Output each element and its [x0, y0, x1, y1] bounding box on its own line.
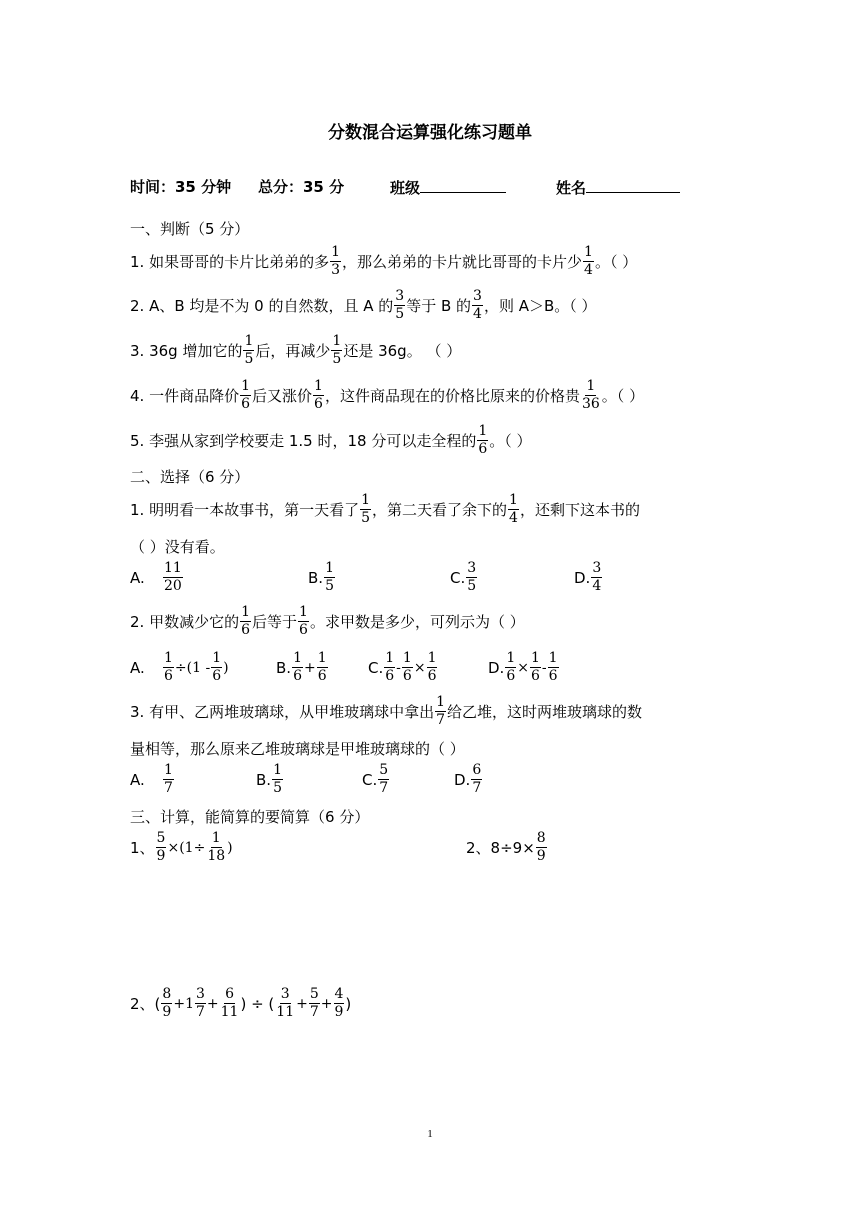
denominator: 6 [241, 622, 251, 638]
operator: × [517, 659, 529, 676]
s2-question-1 [130, 492, 640, 527]
class-label: 班级 [390, 179, 421, 197]
numerator: 1 [478, 423, 488, 439]
s2-q3-option-d[interactable] [454, 762, 483, 797]
section3-heading: 三、计算，能简算的要简算（6 分） [130, 808, 370, 826]
s2-q2-option-d[interactable] [488, 650, 560, 685]
fraction [330, 244, 341, 279]
operator: ) ÷ ( [240, 994, 275, 1013]
numerator: 1 [212, 650, 222, 666]
fraction [163, 762, 174, 797]
problem-label: 1、 [130, 839, 155, 857]
s2-q1-option-b[interactable] [308, 560, 336, 595]
numerator: 5 [156, 830, 166, 846]
answer-bracket: 。求甲数是多少，可列示为（ ） [309, 613, 525, 631]
operator: ×(1÷ [167, 839, 206, 856]
s3-problem-2 [466, 830, 548, 865]
question-text: 后又涨价 [252, 387, 313, 405]
mixed-whole: 1 [185, 995, 194, 1012]
answer-bracket: 还是 36g。 （ ） [343, 342, 462, 360]
question-text: 给乙堆，这时两堆玻璃球的数 [447, 703, 643, 721]
denominator: 6 [548, 668, 558, 684]
denominator: 5 [332, 351, 342, 367]
fraction [360, 492, 371, 527]
numerator: 1 [241, 604, 251, 620]
option-letter: D. [488, 658, 505, 677]
fraction [156, 830, 167, 865]
fraction [548, 650, 559, 685]
denominator: 5 [325, 578, 334, 594]
s2-q3-continuation: 量相等，那么原来乙堆玻璃球是甲堆玻璃球的（ ） [130, 740, 465, 758]
denominator: 6 [402, 668, 412, 684]
s2-q2-option-b[interactable] [276, 650, 329, 685]
question-text: 等于 B 的 [406, 297, 472, 315]
name-field[interactable] [556, 176, 680, 198]
class-field[interactable] [390, 176, 506, 198]
numerator: 1 [332, 333, 342, 349]
denominator: 5 [273, 780, 282, 796]
denominator: 18 [207, 848, 226, 864]
option-letter: C. [450, 568, 466, 587]
fraction [466, 560, 477, 595]
denominator: 6 [314, 396, 323, 412]
numerator: 1 [361, 492, 371, 508]
fraction [324, 560, 335, 595]
fraction [581, 378, 601, 413]
s1-question-2 [130, 288, 597, 323]
s2-q2-option-a[interactable] [130, 650, 229, 685]
s1-question-5 [130, 423, 532, 458]
numerator: 3 [467, 560, 477, 576]
fraction [378, 762, 389, 797]
numerator: 6 [472, 762, 482, 778]
answer-bracket: 。（ ） [594, 253, 638, 271]
option-letter: D. [574, 568, 591, 587]
fraction [435, 694, 446, 729]
fraction [427, 650, 438, 685]
option-letter: C. [368, 658, 384, 677]
fraction [536, 830, 547, 865]
numerator: 4 [334, 986, 344, 1002]
operator: + [206, 995, 219, 1012]
s2-question-3 [130, 694, 642, 729]
numerator: 1 [164, 762, 173, 778]
fraction [313, 378, 324, 413]
numerator: 8 [162, 986, 172, 1002]
s2-q1-option-a[interactable] [130, 560, 184, 595]
numerator: 1 [427, 650, 437, 666]
fraction [334, 986, 345, 1021]
class-blank[interactable] [420, 176, 506, 193]
numerator: 1 [164, 650, 173, 666]
denominator: 5 [467, 578, 477, 594]
question-text: ，这件商品现在的价格比原来的价格贵 [324, 387, 580, 405]
numerator: 1 [314, 378, 323, 394]
s1-question-3 [130, 333, 461, 368]
numerator: 1 [241, 378, 251, 394]
operator: + [296, 995, 308, 1012]
problem-label: 2、8÷9× [466, 839, 535, 857]
name-label: 姓名 [556, 179, 587, 197]
fraction [402, 650, 413, 685]
fraction [298, 604, 309, 639]
numerator: 3 [473, 288, 482, 304]
numerator: 6 [225, 986, 235, 1002]
option-letter: B. [308, 568, 324, 587]
denominator: 7 [472, 780, 482, 796]
numerator: 3 [280, 986, 290, 1002]
fraction [275, 986, 295, 1021]
fraction [272, 762, 283, 797]
fraction [505, 650, 516, 685]
denominator: 9 [536, 848, 546, 864]
denominator: 9 [334, 1004, 344, 1020]
fraction [472, 288, 483, 323]
s2-q1-option-c[interactable] [450, 560, 478, 595]
s3-problem-3 [130, 986, 351, 1021]
denominator: 5 [361, 510, 371, 526]
option-letter: A. [130, 770, 145, 789]
numerator: 1 [211, 830, 221, 846]
fraction [161, 986, 172, 1021]
s1-question-1 [130, 244, 637, 279]
operator: (1 - [186, 659, 211, 676]
numerator: 3 [195, 986, 205, 1002]
fraction [206, 830, 226, 865]
denominator: 4 [592, 578, 602, 594]
option-letter: B. [256, 770, 272, 789]
s2-q3-option-c[interactable] [362, 762, 390, 797]
fraction [583, 244, 594, 279]
s2-q1-option-d[interactable] [574, 560, 603, 595]
denominator: 9 [162, 1004, 172, 1020]
denominator: 9 [156, 848, 166, 864]
fraction [530, 650, 541, 685]
answer-bracket: 。（ ） [601, 387, 645, 405]
denominator: 6 [299, 622, 308, 638]
section2-heading: 二、选择（6 分） [130, 468, 250, 486]
s1-question-4 [130, 378, 644, 413]
s2-q3-option-a[interactable] [130, 762, 175, 797]
denominator: 7 [164, 780, 173, 796]
section1-heading: 一、判断（5 分） [130, 220, 250, 238]
question-text: 3. 有甲、乙两堆玻璃球，从甲堆玻璃球中拿出 [130, 703, 435, 721]
denominator: 36 [581, 396, 600, 412]
numerator: 1 [548, 650, 558, 666]
denominator: 4 [473, 306, 482, 322]
s3-problem-1 [130, 830, 233, 865]
score-label: 总分：35 分 [258, 178, 345, 196]
numerator: 1 [436, 694, 446, 710]
time-label: 时间：35 分钟 [130, 178, 232, 196]
fraction [240, 604, 251, 639]
denominator: 6 [427, 668, 437, 684]
denominator: 6 [241, 396, 251, 412]
denominator: 4 [509, 510, 518, 526]
operator: ) [227, 839, 233, 856]
fraction [243, 333, 254, 368]
denominator: 6 [385, 668, 395, 684]
fraction [211, 650, 222, 685]
question-text: 3. 36g 增加它的 [130, 342, 243, 360]
option-letter: A. [130, 658, 145, 677]
problem-label: 2、( [130, 995, 161, 1013]
operator: + [303, 659, 316, 676]
denominator: 6 [293, 668, 302, 684]
question-text: 1. 如果哥哥的卡片比弟弟的多 [130, 253, 330, 271]
s2-q1-continuation: （ ）没有看。 [130, 538, 225, 556]
denominator: 6 [317, 668, 327, 684]
numerator: 1 [509, 492, 518, 508]
denominator: 3 [331, 262, 341, 278]
numerator: 5 [379, 762, 389, 778]
option-letter: A. [130, 568, 145, 587]
question-text: ，第二天看了余下的 [372, 501, 508, 519]
denominator: 7 [436, 712, 446, 728]
denominator: 6 [506, 668, 516, 684]
numerator: 1 [584, 244, 593, 260]
numerator: 1 [293, 650, 302, 666]
denominator: 6 [478, 441, 488, 457]
denominator: 11 [276, 1004, 295, 1020]
denominator: 5 [395, 306, 405, 322]
numerator: 1 [244, 333, 254, 349]
s2-question-2 [130, 604, 525, 639]
denominator: 5 [244, 351, 254, 367]
operator: - [541, 659, 547, 676]
question-text: 1. 明明看一本故事书，第一天看了 [130, 501, 360, 519]
numerator: 3 [395, 288, 405, 304]
fraction [508, 492, 519, 527]
operator: ) [223, 659, 229, 676]
operator: ÷ [174, 659, 187, 676]
denominator: 6 [212, 668, 222, 684]
fraction [591, 560, 602, 595]
fraction [394, 288, 405, 323]
numerator: 1 [331, 244, 341, 260]
fraction [331, 333, 342, 368]
fraction [292, 650, 303, 685]
fraction [317, 650, 328, 685]
answer-bracket: ，则 A＞B。（ ） [483, 297, 597, 315]
s2-q3-option-b[interactable] [256, 762, 284, 797]
numerator: 1 [530, 650, 540, 666]
question-text: 后，再减少 [255, 342, 331, 360]
denominator: 7 [379, 780, 389, 796]
question-text: ，那么弟弟的卡片就比哥哥的卡片少 [342, 253, 583, 271]
operator: ) [345, 994, 352, 1013]
fraction [163, 650, 174, 685]
fraction [384, 650, 395, 685]
question-text: 4. 一件商品降价 [130, 387, 240, 405]
numerator: 1 [317, 650, 327, 666]
numerator: 1 [325, 560, 334, 576]
option-letter: D. [454, 770, 471, 789]
denominator: 7 [195, 1004, 205, 1020]
page-number: 1 [427, 1128, 433, 1140]
page-title: 分数混合运算强化练习题单 [328, 123, 532, 143]
numerator: 1 [586, 378, 596, 394]
numerator: 3 [592, 560, 602, 576]
numerator: 8 [536, 830, 546, 846]
question-text: ，还剩下这本书的 [519, 501, 640, 519]
option-letter: C. [362, 770, 378, 789]
numerator: 11 [164, 560, 182, 576]
question-text: 后等于 [252, 613, 298, 631]
operator: - [396, 659, 401, 676]
numerator: 1 [402, 650, 412, 666]
numerator: 1 [506, 650, 516, 666]
name-blank[interactable] [586, 176, 680, 193]
fraction [195, 986, 206, 1021]
numerator: 5 [309, 986, 319, 1002]
fraction [477, 423, 488, 458]
numerator: 1 [385, 650, 395, 666]
denominator: 20 [164, 578, 182, 594]
fraction [220, 986, 240, 1021]
answer-bracket: 。（ ） [489, 432, 532, 450]
option-letter: B. [276, 658, 292, 677]
operator: × [413, 659, 426, 676]
fraction [471, 762, 482, 797]
denominator: 4 [584, 262, 593, 278]
operator: + [173, 995, 186, 1012]
question-text: 5. 李强从家到学校要走 1.5 时，18 分可以走全程的 [130, 432, 477, 450]
denominator: 6 [530, 668, 540, 684]
operator: + [320, 995, 333, 1012]
numerator: 1 [299, 604, 308, 620]
fraction [240, 378, 251, 413]
fraction [309, 986, 320, 1021]
numerator: 1 [273, 762, 282, 778]
question-text: 2. A、B 均是不为 0 的自然数，且 A 的 [130, 297, 394, 315]
denominator: 11 [220, 1004, 239, 1020]
question-text: 2. 甲数减少它的 [130, 613, 240, 631]
s2-q2-option-c[interactable] [368, 650, 438, 685]
fraction [163, 560, 183, 595]
denominator: 7 [309, 1004, 319, 1020]
denominator: 6 [164, 668, 173, 684]
